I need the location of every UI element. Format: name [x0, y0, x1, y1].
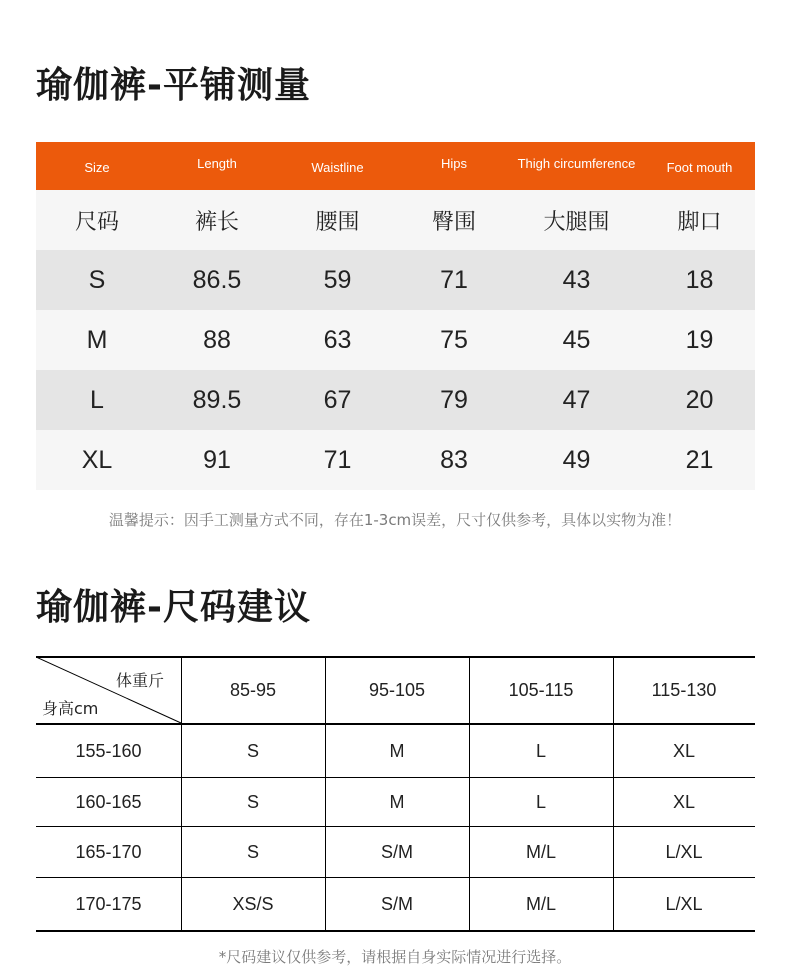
cell-hips: 79: [440, 385, 468, 414]
weight-header: 85-95: [229, 679, 277, 700]
cell-waist: 67: [323, 385, 352, 414]
table-row: [36, 370, 755, 430]
measurement-header-row: [36, 142, 755, 190]
cell-waist: 71: [323, 445, 352, 474]
cell-thigh: 47: [562, 385, 591, 414]
cell-thigh: 43: [562, 265, 591, 294]
header-size: Size: [84, 160, 110, 175]
size-cell: L/XL: [665, 841, 703, 862]
height-label: 170-175: [75, 893, 142, 914]
cell-length: 86.5: [192, 265, 242, 294]
header-cn-thigh: 大腿围: [543, 209, 610, 235]
cell-waist: 63: [323, 325, 352, 354]
cell-size: S: [88, 265, 106, 294]
table-row: [36, 250, 755, 310]
recommend-title: 瑜伽裤-尺码建议: [36, 587, 311, 628]
size-cell: L: [535, 791, 546, 812]
corner-height-label: 身高cm: [42, 699, 99, 718]
table-row: [36, 310, 755, 370]
size-cell: S/M: [380, 893, 413, 914]
size-cell: M: [389, 740, 405, 761]
measurement-note: 温馨提示：因手工测量方式不同，存在1-3cm误差，尺寸仅供参考，具体以实物为准！: [108, 511, 682, 529]
recommendation-note: *尺码建议仅供参考，请根据自身实际情况进行选择。: [218, 948, 572, 966]
cell-size: L: [90, 385, 104, 414]
cell-thigh: 45: [562, 325, 591, 354]
size-cell: M: [389, 791, 405, 812]
table-bottom-border: [36, 930, 755, 932]
weight-header: 105-115: [508, 679, 574, 700]
cell-foot: 18: [685, 265, 714, 294]
header-length: Length: [197, 155, 237, 171]
header-cn-length: 裤长: [194, 209, 239, 235]
cell-length: 88: [203, 325, 231, 354]
header-cn-size: 尺码: [74, 209, 119, 235]
size-cell: M/L: [525, 893, 556, 914]
size-cell: S: [246, 740, 259, 761]
cell-waist: 59: [323, 265, 352, 294]
cell-hips: 75: [440, 325, 468, 354]
height-label: 160-165: [75, 791, 142, 812]
header-waistline: Waistline: [311, 160, 364, 175]
height-label: 155-160: [75, 740, 142, 761]
cell-size: XL: [81, 445, 113, 474]
header-cn-foot: 脚口: [677, 209, 722, 235]
cell-foot: 21: [685, 445, 714, 474]
size-cell: S/M: [380, 841, 413, 862]
corner-weight-label: 体重斤: [116, 671, 165, 690]
measurement-table: [36, 142, 755, 490]
cell-foot: 19: [685, 325, 714, 354]
table-row: [36, 430, 755, 490]
header-cn-waist: 腰围: [315, 209, 360, 235]
size-cell: S: [246, 791, 259, 812]
size-cell: L/XL: [665, 893, 703, 914]
size-cell: M/L: [525, 841, 556, 862]
header-thigh: Thigh circumference: [517, 155, 636, 171]
header-cn-hips: 臀围: [431, 209, 476, 235]
size-cell: S: [246, 841, 259, 862]
cell-size: M: [86, 325, 108, 354]
cell-foot: 20: [685, 385, 714, 414]
header-hips: Hips: [440, 155, 467, 171]
cell-length: 91: [203, 445, 231, 474]
size-cell: XL: [672, 791, 696, 812]
cell-length: 89.5: [192, 385, 242, 414]
size-cell: XS/S: [232, 893, 274, 914]
cell-thigh: 49: [562, 445, 591, 474]
height-label: 165-170: [75, 841, 142, 862]
measure-title: 瑜伽裤-平铺测量: [36, 65, 311, 106]
size-cell: XL: [672, 740, 696, 761]
cell-hips: 71: [440, 265, 468, 294]
size-recommendation-table: [36, 656, 755, 932]
weight-header: 95-105: [368, 679, 426, 700]
header-foot-mouth: Foot mouth: [666, 160, 733, 175]
measurement-header-cn-row: [36, 190, 755, 250]
weight-header: 115-130: [651, 679, 717, 700]
size-cell: L: [535, 740, 546, 761]
cell-hips: 83: [440, 445, 468, 474]
